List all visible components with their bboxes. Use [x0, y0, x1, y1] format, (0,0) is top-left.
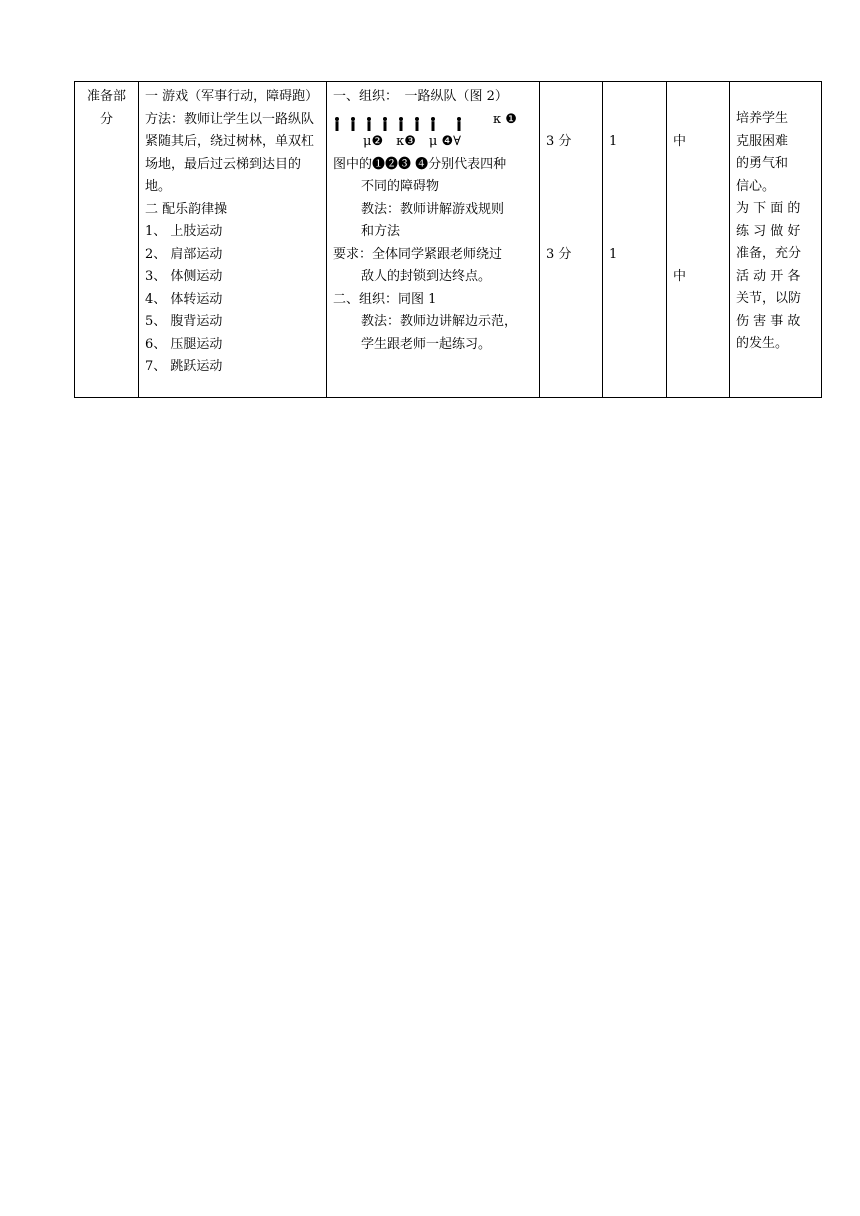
table-row: [75, 82, 822, 398]
exercise-item: 3、 体侧运动: [145, 269, 223, 284]
teaching-method-1-cont: 和方法: [361, 224, 401, 239]
requirement-cont: 敌人的封锁到达终点。: [361, 269, 492, 284]
section-cell: [75, 82, 139, 398]
intensity-cell: [667, 82, 730, 398]
count-value: 1: [609, 246, 618, 262]
student-icon: [397, 117, 405, 131]
exercise-item: 4、 体转运动: [145, 291, 223, 307]
count-cell: [603, 82, 667, 398]
organization-2: 二、组织：同图 1: [333, 291, 437, 307]
student-icon: [333, 117, 341, 131]
teaching-method-1: 教法：教师讲解游戏规则: [361, 201, 505, 217]
time-value: 3 分: [546, 134, 572, 149]
goal-line: 练 习 做 好: [736, 223, 801, 239]
goal-line: 克服困难: [736, 133, 789, 149]
count-value: 1: [609, 134, 618, 149]
intensity-value: 中: [673, 134, 687, 149]
goals-cell: [730, 82, 822, 398]
exercise-item: 6、 压腿运动: [145, 336, 223, 352]
time-cell: [540, 82, 603, 398]
student-icon: [413, 117, 421, 131]
intensity-value: 中: [673, 268, 687, 284]
organization-desc: 图中的❶❷❸ ❹分别代表四种: [333, 156, 507, 172]
student-icon: [365, 117, 373, 131]
goal-line: 为 下 面 的: [736, 201, 801, 216]
organization-cell: [327, 82, 540, 398]
column-diagram: [333, 109, 533, 132]
exercise-item: 2、 肩部运动: [145, 246, 223, 262]
game-heading: 一 游戏（军事行动，障碍跑）: [145, 89, 319, 104]
goal-line: 活 动 开 各: [736, 268, 801, 284]
game-method: 方法：教师让学生以一路纵队紧随其后，绕过树林，单双杠场地，最后过云梯到达目的地。: [145, 111, 315, 194]
content-cell: [139, 82, 327, 398]
goal-line: 的勇气和: [736, 156, 789, 171]
time-value: 3 分: [546, 246, 572, 262]
teaching-method-2: 教法：教师边讲解边示范，: [361, 314, 518, 329]
obstacle-symbols-row2: μ❷ κ❸ μ ❹∀: [363, 134, 461, 149]
organization-desc-cont: 不同的障碍物: [361, 179, 440, 194]
goal-line: 关节，以防: [736, 291, 802, 306]
obstacle-symbols-row1: κ ❶: [493, 111, 517, 127]
goal-line: 的发生。: [736, 336, 789, 351]
goal-line: 伤 害 事 故: [736, 313, 801, 329]
lesson-plan-table: [74, 81, 822, 398]
requirement: 要求：全体同学紧跟老师绕过: [333, 246, 503, 262]
exercise-item: 7、 跳跃运动: [145, 359, 223, 374]
student-icon: [349, 117, 357, 131]
exercise-item: 5、 腹背运动: [145, 314, 223, 329]
student-icon: [381, 117, 389, 131]
exercise-item: 1、 上肢运动: [145, 224, 223, 239]
teaching-method-2-cont: 学生跟老师一起练习。: [361, 336, 492, 352]
rhythm-heading: 二 配乐韵律操: [145, 201, 228, 217]
goal-line: 信心。: [736, 178, 776, 194]
student-icon: [429, 117, 437, 131]
section-label: 准备部分: [86, 89, 126, 127]
goal-line: 培养学生: [736, 111, 789, 126]
goal-line: 准备，充分: [736, 246, 802, 261]
organization-title: 一、组织： 一路纵队（图 2）: [333, 89, 508, 104]
teacher-icon: [455, 117, 463, 131]
